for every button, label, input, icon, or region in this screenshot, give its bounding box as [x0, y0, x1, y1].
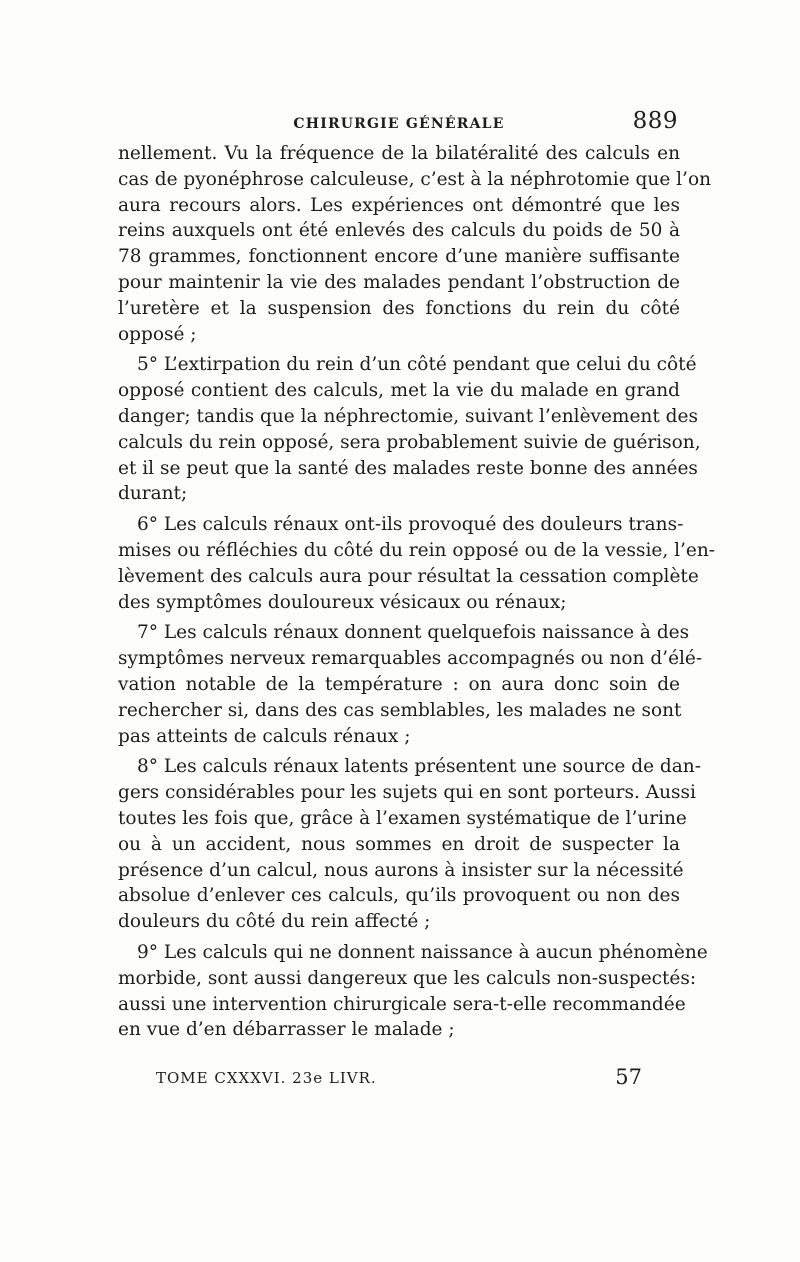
text-line: ou à un accident, nous sommes en droit de suspecter la	[118, 833, 680, 855]
printer-signature: TOME CXXXVI. 23e LIVR.	[156, 1069, 377, 1087]
text-line: toutes les fois que, grâce à l’examen systématique de l’urine	[118, 807, 687, 829]
text-line: présence d’un calcul, nous aurons à insister sur la nécessité	[118, 859, 684, 881]
text-line: reins auxquels ont été enlevés des calculs du poids de 50 à	[118, 220, 680, 242]
text-line: 5° L’extirpation du rein d’un côté pendant que celui du côté	[137, 354, 697, 376]
text-line: l’uretère et la suspension des fonctions du rein du côté	[118, 297, 680, 319]
page-number: 889	[632, 108, 678, 134]
text-line: nellement. Vu la fréquence de la bilatéralité des calculs en	[118, 143, 680, 164]
text-line: calculs du rein opposé, sera probablement suivie de guérison,	[118, 431, 701, 453]
text-line: cas de pyonéphrose calculeuse, c’est à la néphrotomie que l’on	[118, 168, 711, 190]
text-line: aussi une intervention chirurgicale sera-t-elle recommandée	[118, 993, 686, 1015]
text-line: rechercher si, dans des cas semblables, les malades ne sont	[118, 699, 682, 721]
footer	[156, 1063, 642, 1093]
text-line: 6° Les calculs rénaux ont-ils provoqué des douleurs trans-	[137, 514, 684, 536]
text-line: 78 grammes, fonctionnent encore d’une manière suffisante	[118, 246, 680, 268]
text-line: opposé ;	[118, 323, 197, 345]
text-line: absolue d’enlever ces calculs, qu’ils provoquent ou non des	[118, 885, 680, 907]
text-line: en vue d’en débarrasser le malade ;	[118, 1019, 455, 1041]
running-title: CHIRURGIE GÉNÉRALE	[293, 116, 505, 132]
text-line: morbide, sont aussi dangereux que les calculs non-suspectés:	[118, 967, 697, 989]
text-line: opposé contient des calculs, met la vie du malade en grand	[118, 380, 680, 402]
text-line: pour maintenir la vie des malades pendant l’obstruction de	[118, 271, 680, 293]
text-line: 9° Les calculs qui ne donnent naissance à aucun phénomène	[137, 941, 708, 963]
text-line: durant;	[118, 483, 188, 505]
text-line: mises ou réfléchies du côté du rein opposé ou de la vessie, l’en-	[118, 539, 715, 561]
text-line: pas atteints de calculs rénaux ;	[118, 725, 411, 747]
text-line: 8° Les calculs rénaux latents présentent une source de dan-	[137, 756, 701, 778]
text-line: douleurs du côté du rein affecté ;	[118, 911, 431, 933]
text-line: 7° Les calculs rénaux donnent quelquefois naissance à des	[137, 622, 690, 644]
text-line: vation notable de la température : on aura donc soin de	[118, 673, 680, 695]
text-line: symptômes nerveux remarquables accompagnés ou non d’élé-	[118, 648, 703, 670]
text-line: lèvement des calculs aura pour résultat la cessation complète	[118, 565, 699, 587]
text-line: danger; tandis que la néphrectomie, suivant l’enlèvement des	[118, 405, 698, 427]
text-line: et il se peut que la santé des malades reste bonne des années	[118, 457, 698, 479]
signature-number: 57	[615, 1065, 642, 1089]
text-line: des symptômes douloureux vésicaux ou rénaux;	[118, 591, 567, 613]
text-line: aura recours alors. Les expériences ont démontré que les	[118, 194, 680, 216]
text-line: gers considérables pour les sujets qui en sont porteurs. Aussi	[118, 782, 696, 804]
running-head	[118, 108, 680, 138]
body-text	[118, 141, 715, 1043]
